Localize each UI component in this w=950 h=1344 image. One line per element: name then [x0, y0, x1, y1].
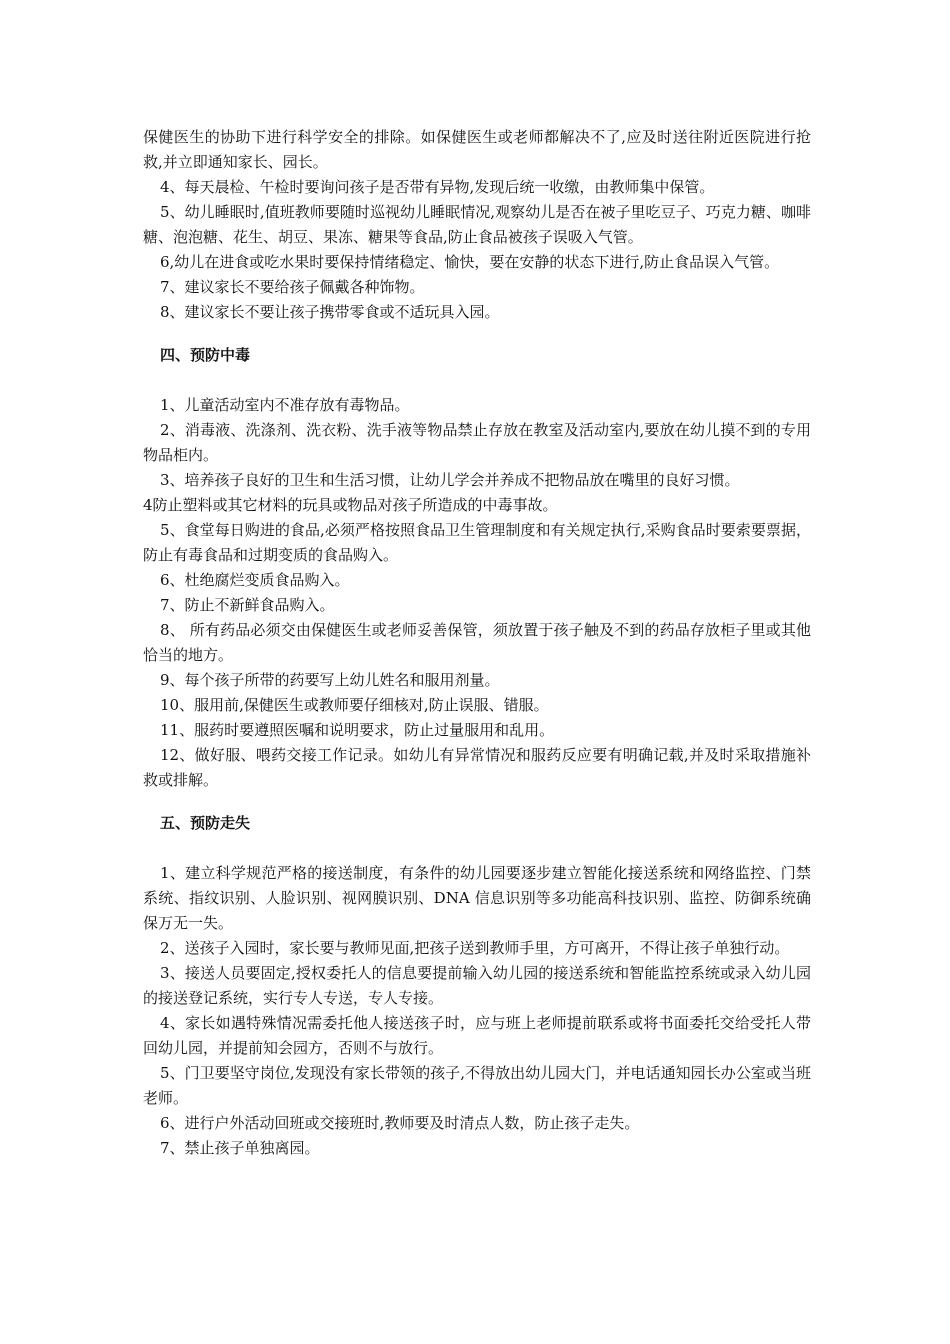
- intro-item: 7、建议家长不要给孩子佩戴各种饰物。: [160, 278, 425, 296]
- section-heading: 四、预防中毒: [160, 346, 251, 364]
- document-page: [143, 125, 811, 1161]
- list-item: 9、每个孩子所带的药要写上幼儿姓名和服用剂量。: [160, 671, 500, 689]
- list-item: 10、服用前,保健医生或教师要仔细核对,防止误服、错服。: [160, 696, 549, 714]
- list-item: 8、 所有药品必须交由保健医生或老师妥善保管，须放置于孩子触及不到的药品存放柜子里或其他恰当的地方。: [143, 621, 811, 664]
- list-item: 3、培养孩子良好的卫生和生活习惯，让幼儿学会并养成不把物品放在嘴里的良好习惯。: [160, 471, 740, 489]
- list-item: 7、防止不新鲜食品购入。: [160, 596, 335, 614]
- section-prevent-poisoning: [143, 343, 811, 793]
- list-item: 1、建立科学规范严格的接送制度，有条件的幼儿园要逐步建立智能化接送系统和网络监控、门禁系统、指纹识别、人脸识别、视网膜识别、DNA 信息识别等多功能高科技识别、监控、防御系统确保万无一失。: [143, 864, 811, 932]
- list-item: 1、儿童活动室内不准存放有毒物品。: [160, 396, 410, 414]
- intro-paragraph: 保健医生的协助下进行科学安全的排除。如保健医生或老师都解决不了,应及时送往附近医院进行抢救,并立即通知家长、园长。: [143, 128, 811, 171]
- list-item: 11、服药时要遵照医嘱和说明要求，防止过量服用和乱用。: [160, 721, 555, 739]
- list-item: 7、禁止孩子单独离园。: [160, 1139, 320, 1157]
- list-item: 4、家长如遇特殊情况需委托他人接送孩子时，应与班上老师提前联系或将书面委托交给受托人带回幼儿园，并提前知会园方，否则不与放行。: [143, 1014, 811, 1057]
- intro-item: 6,幼儿在进食或吃水果时要保持情绪稳定、愉快，要在安静的状态下进行,防止食品误入气管。: [160, 253, 780, 271]
- list-item: 5、食堂每日购进的食品,必须严格按照食品卫生管理制度和有关规定执行,采购食品时要索要票据，防止有毒食品和过期变质的食品购入。: [143, 521, 811, 564]
- list-item: 4防止塑料或其它材料的玩具或物品对孩子所造成的中毒事故。: [143, 496, 558, 514]
- section-heading: 五、预防走失: [160, 814, 251, 832]
- list-item: 3、接送人员要固定,授权委托人的信息要提前输入幼儿园的接送系统和智能监控系统或录入幼儿园的接送登记系统，实行专人专送，专人专接。: [143, 964, 811, 1007]
- list-item: 2、送孩子入园时，家长要与教师见面,把孩子送到教师手里，方可离开，不得让孩子单独行动。: [160, 939, 790, 957]
- intro-item: 8、建议家长不要让孩子携带零食或不适玩具入园。: [160, 303, 500, 321]
- intro-item: 4、每天晨检、午检时要询问孩子是否带有异物,发现后统一收缴，由教师集中保管。: [160, 178, 715, 196]
- list-item: 6、杜绝腐烂变质食品购入。: [160, 571, 350, 589]
- list-item: 2、消毒液、洗涤剂、洗衣粉、洗手液等物品禁止存放在教室及活动室内,要放在幼儿摸不到的专用物品柜内。: [143, 421, 811, 464]
- section-prevent-missing: [143, 811, 811, 1161]
- intro-item: 5、幼儿睡眠时,值班教师要随时巡视幼儿睡眠情况,观察幼儿是否在被子里吃豆子、巧克力糖、咖啡糖、泡泡糖、花生、胡豆、果冻、糖果等食品,防止食品被孩子误吸入气管。: [143, 203, 811, 246]
- list-item: 12、做好服、喂药交接工作记录。如幼儿有异常情况和服药反应要有明确记载,并及时采取措施补救或排解。: [143, 746, 811, 789]
- list-item: 6、进行户外活动回班或交接班时,教师要及时清点人数，防止孩子走失。: [160, 1114, 640, 1132]
- list-item: 5、门卫要坚守岗位,发现没有家长带领的孩子,不得放出幼儿园大门，并电话通知园长办公室或当班老师。: [143, 1064, 811, 1107]
- intro-section: [143, 125, 811, 325]
